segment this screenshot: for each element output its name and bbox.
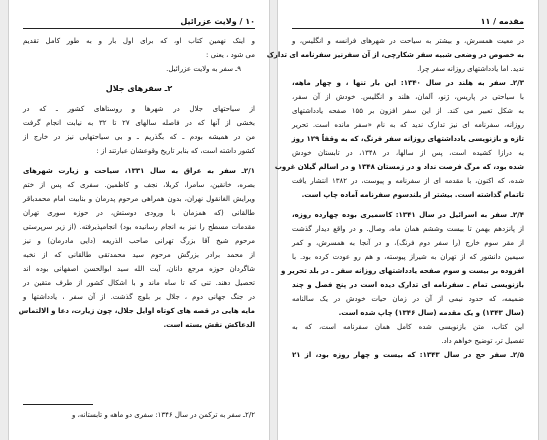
text-line: و اینک نهمین کتاب او، که برای اول بار و به طور کامل تقدیم <box>23 37 255 45</box>
text-line: ۲/۴ـ سفر به اسرائیل در سال ۱۳۴۱: کاسمیری بوده چهارده روزه، <box>292 211 524 219</box>
text-line: (سال ۱۳۴۳) و یک مقدمه (سال ۱۳۴۶) چاپ شده است. <box>338 309 524 317</box>
right-page <box>266 0 539 440</box>
section-heading: ۲ـ سفرهای جلال <box>105 84 173 93</box>
text-line: ضمیمه، که حدود نیمی از آن در زمان حیات خودش در یک سالنامه <box>292 295 524 303</box>
text-line: از سیاحتهای جلال در شهرها و روستاهای کشور ـ که در <box>23 105 255 113</box>
left-page-header <box>23 12 255 29</box>
text-line: افزوده بر بیست و سوم صفحه یادداشتهای روزانه سفر ـ در بلد تحریر و <box>280 267 524 275</box>
text-line: ۲/۱ـ سفر به عراق به سال ۱۳۳۱، سیاحت و زیارت شهرهای <box>23 167 255 175</box>
text-line: این کتاب، متن بازنویسی شده کامل همان سفرنامه است، که به <box>292 323 524 331</box>
text-line: مقدمات مسطح را نیز به انجام رسانیده بود) انجامپذیرفته. (از زیر سرپرستی <box>23 223 255 231</box>
text-line: با سیاحتی در پاریس، ژنو، آلمان، هلند و انگلیس. خودش از آن سفر، <box>292 93 524 101</box>
text-line: تفصیل تر، توضیح خواهم داد. <box>441 337 524 345</box>
text-line: شده، که اکنون، با مقدمه ای از سفرنامه و پیوست، در ۱۳۸۲ انتشار یافت <box>292 177 525 185</box>
text-line: سیمین دانشور که از تهران به شیراز پیوسته، و هم رو عودت کرده بود. با <box>292 253 524 261</box>
right-page-header <box>292 12 524 29</box>
left-page-body <box>18 34 255 332</box>
text-line: الدعاکش نقش بسته است. <box>163 321 255 329</box>
text-line: شده بود، که مرگ فرصت نداد و در زمستان ۱۳۴۸ و در اسالم گیلان غروب <box>274 163 524 171</box>
text-line: ندید. اما یادداشتهای روزانه سفر چرا. <box>417 65 524 73</box>
text-line: ۲/۲ـ سفر به ترکمن در سال ۱۳۴۶: سفری دو ماهه و تابستانه، و <box>72 411 255 419</box>
text-line: به درازا کشیده است، پس از سالها، در ۱۳۴۸، در تابستان خودش <box>292 149 524 157</box>
text-line: کشور داشته است، که بنابر تاریخ وقوعشان عبارتند از : <box>96 147 255 155</box>
right-page-number: ۱۱ <box>480 17 491 26</box>
text-line: ۲/۳ـ سفر به هلند در سال ۱۳۴۰: این بار تنها ، و چهار ماهه، <box>292 79 525 87</box>
text-line: من در همیشه بودم ـ که بگذریم ـ و بی سیاحتهایی نیز در خارج از <box>23 133 255 141</box>
text-line: به خصوص در وضعی شبیه سفر شکارچی، از آن سفرنیز سفرنامه ای تدارک <box>266 51 524 59</box>
text-line: می شود ، یعنی : <box>206 51 255 59</box>
text-line: از محمد برادر بزرگش مرحوم سید محمدتقی طالقانی که از نخبه <box>23 251 255 259</box>
text-line: تازه و بازنویسی یادداشتهای روزانه سفر فرنگ، که به وقفاً ۱۲۹ روز <box>291 135 524 143</box>
text-line: تاتمام گذاشته است. بیشتر از بلندسوم سفرنامه آماده چاپ است. <box>301 191 524 199</box>
right-page-body <box>266 34 525 362</box>
text-line: بصره، خانقین، سامرا، کربلا، نجف و کاظمین. سفری که پس از ختم <box>23 181 255 189</box>
text-line: ۹ـ سفر به ولایت عزرائیل. <box>166 65 241 73</box>
footnote-rule <box>23 404 93 405</box>
left-page-header-title: ۱۰ / ولایت عزرائیل <box>180 17 255 26</box>
text-line: تحصیل دهند. تنی که تا ساه ماند و با اشکال کشور از طرف متقین در <box>23 279 255 287</box>
left-page-number: ۱۰ <box>245 17 255 26</box>
text-line: ۲/۵ـ سفر حج در سال ۱۳۴۳: که بیست و چهار روزه بود، از ۲۱ <box>292 351 525 359</box>
right-page-header-title: مقدمه / ۱۱ <box>480 17 524 26</box>
text-line: به شکل تعبیر می کند. از این سفر افزون بر ۱۵۵ صفحه یادداشتهای <box>292 107 524 115</box>
text-line: مرحوم شیخ آقا بزرگ تهرانی صاحب الذریعه (دایی مادرمان) و نیز <box>23 237 255 245</box>
text-line: بازنویسی تمام ـ سفرنامه ای تدارک دیده است در پنج فصل و چند <box>292 281 524 289</box>
text-line: ویرایش الغانقول نهران، بدون همراهی مرحوم پدرمان و بنابیت امام محمدباقر <box>23 195 255 203</box>
text-line: در معیت همسرش، و بیشتر به سیاحت در شهرهای فرانسه و انگلیس، و <box>292 37 524 45</box>
text-line: در جنگ جهانی دوم ، جلال بر بلوچ گذشت. از آن سفر ، یادداشتها و <box>23 293 255 301</box>
text-line: از پانزدهم بهمن تا بیست وششم همان ماه، وصال. و در واقع دیدار گذشت <box>292 225 524 233</box>
text-line: شاگردان حوزه مرجع دانان، آیت الله سید ابوالحسن اصفهانی بوده اند <box>23 265 255 273</box>
text-line: طالقانی (که همزمان با ورودی دوستش، در حوزه سوری تهران <box>23 209 255 217</box>
text-line: از مقر سوم خارج (را سفر دوم فرنگ)، و در آنجا به همسرش، و کمر <box>292 239 524 247</box>
left-page <box>8 0 270 440</box>
text-line: بخشی از آنها که در فاصله سالهای ۲۷ تا ۳۲ به نیابت انجام گرفت <box>23 119 255 127</box>
text-line: روزانه، سفرنامه ای نیز تدارک ندید که به نام «سفر مانده است. تحریر <box>292 121 524 129</box>
text-line: مایه هایی در قصه های کوتاه اوایل جلال، چون زیارت، دعا و الالتماس <box>18 307 255 315</box>
